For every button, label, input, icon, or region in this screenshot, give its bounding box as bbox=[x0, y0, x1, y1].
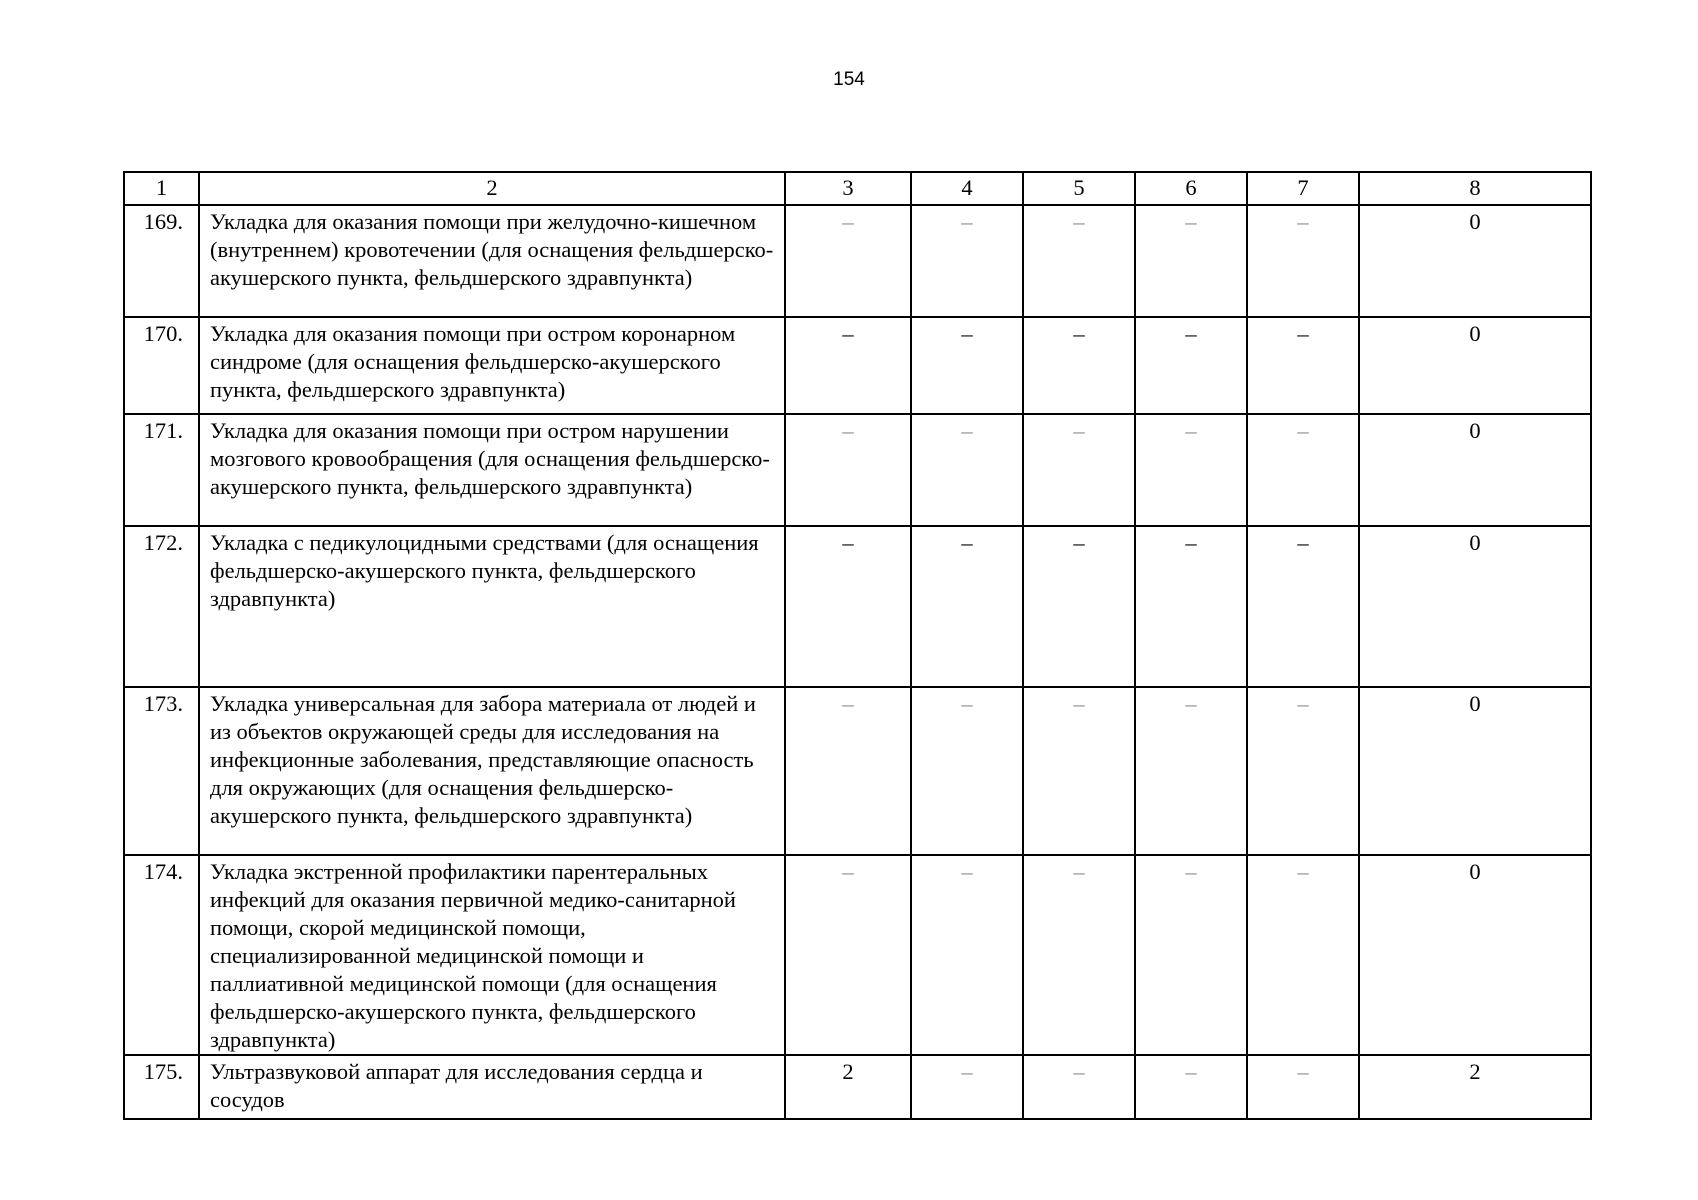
cell-col-8: 0 bbox=[1359, 855, 1591, 1055]
column-header: 8 bbox=[1359, 172, 1591, 205]
column-header: 6 bbox=[1135, 172, 1247, 205]
item-name: Ультразвуковой аппарат для исследования сердца и сосудов bbox=[199, 1055, 785, 1119]
cell-col-6: – bbox=[1135, 855, 1247, 1055]
cell-col-4: – bbox=[911, 1055, 1023, 1119]
cell-col-5: – bbox=[1023, 855, 1135, 1055]
column-header: 4 bbox=[911, 172, 1023, 205]
row-number: 170. bbox=[124, 317, 199, 414]
row-number: 175. bbox=[124, 1055, 199, 1119]
cell-col-4: – bbox=[911, 687, 1023, 855]
table-row bbox=[124, 317, 1591, 414]
cell-col-6: – bbox=[1135, 205, 1247, 317]
cell-col-4: – bbox=[911, 317, 1023, 414]
cell-col-5: – bbox=[1023, 526, 1135, 687]
cell-col-4: – bbox=[911, 414, 1023, 526]
cell-col-5: – bbox=[1023, 687, 1135, 855]
cell-col-6: – bbox=[1135, 317, 1247, 414]
column-header: 5 bbox=[1023, 172, 1135, 205]
cell-col-8: 2 bbox=[1359, 1055, 1591, 1119]
column-header: 3 bbox=[785, 172, 911, 205]
column-header: 2 bbox=[199, 172, 785, 205]
cell-col-5: – bbox=[1023, 205, 1135, 317]
table-row bbox=[124, 205, 1591, 317]
table-row bbox=[124, 855, 1591, 1055]
column-header: 7 bbox=[1247, 172, 1359, 205]
cell-col-3: – bbox=[785, 317, 911, 414]
item-name: Укладка экстренной профилактики парентеральных инфекций для оказания первичной медико-санитарной помощи, скорой медицинской помощи, специализированной медицинской помощи и паллиативной медицинской помощи (для оснащения фельдшерско-акушерского пункта, фельдшерского здравпункта) bbox=[199, 855, 785, 1055]
row-number: 172. bbox=[124, 526, 199, 687]
cell-col-3: – bbox=[785, 687, 911, 855]
row-number: 173. bbox=[124, 687, 199, 855]
cell-col-7: – bbox=[1247, 687, 1359, 855]
cell-col-8: 0 bbox=[1359, 526, 1591, 687]
item-name: Укладка для оказания помощи при остром коронарном синдроме (для оснащения фельдшерско-акушерского пункта, фельдшерского здравпункта) bbox=[199, 317, 785, 414]
cell-col-5: – bbox=[1023, 1055, 1135, 1119]
item-name: Укладка с педикулоцидными средствами (для оснащения фельдшерско-акушерского пункта, фельдшерского здравпункта) bbox=[199, 526, 785, 687]
cell-col-7: – bbox=[1247, 414, 1359, 526]
item-name: Укладка для оказания помощи при остром нарушении мозгового кровообращения (для оснащения фельдшерско-акушерского пункта, фельдшерского здравпункта) bbox=[199, 414, 785, 526]
cell-col-8: 0 bbox=[1359, 205, 1591, 317]
page-number: 154 bbox=[833, 69, 865, 90]
cell-col-7: – bbox=[1247, 317, 1359, 414]
cell-col-4: – bbox=[911, 526, 1023, 687]
table-header-row bbox=[124, 172, 1591, 205]
equipment-table bbox=[123, 171, 1592, 1120]
cell-col-7: – bbox=[1247, 855, 1359, 1055]
cell-col-4: – bbox=[911, 855, 1023, 1055]
cell-col-8: 0 bbox=[1359, 687, 1591, 855]
cell-col-6: – bbox=[1135, 526, 1247, 687]
cell-col-7: – bbox=[1247, 526, 1359, 687]
cell-col-8: 0 bbox=[1359, 317, 1591, 414]
cell-col-8: 0 bbox=[1359, 414, 1591, 526]
row-number: 169. bbox=[124, 205, 199, 317]
row-number: 174. bbox=[124, 855, 199, 1055]
cell-col-6: – bbox=[1135, 1055, 1247, 1119]
table-row bbox=[124, 526, 1591, 687]
item-name: Укладка для оказания помощи при желудочно-кишечном (внутреннем) кровотечении (для оснащения фельдшерско-акушерского пункта, фельдшерского здравпункта) bbox=[199, 205, 785, 317]
cell-col-4: – bbox=[911, 205, 1023, 317]
cell-col-5: – bbox=[1023, 414, 1135, 526]
cell-col-6: – bbox=[1135, 414, 1247, 526]
cell-col-5: – bbox=[1023, 317, 1135, 414]
table-row bbox=[124, 687, 1591, 855]
cell-col-7: – bbox=[1247, 205, 1359, 317]
column-header: 1 bbox=[124, 172, 199, 205]
item-name: Укладка универсальная для забора материала от людей и из объектов окружающей среды для исследования на инфекционные заболевания, представляющие опасность для окружающих (для оснащения фельдшерско-акушерского пункта, фельдшерского здравпункта) bbox=[199, 687, 785, 855]
cell-col-3: – bbox=[785, 414, 911, 526]
cell-col-6: – bbox=[1135, 687, 1247, 855]
cell-col-3: – bbox=[785, 526, 911, 687]
table-row bbox=[124, 414, 1591, 526]
table-row bbox=[124, 1055, 1591, 1119]
cell-col-3: 2 bbox=[785, 1055, 911, 1119]
cell-col-7: – bbox=[1247, 1055, 1359, 1119]
cell-col-3: – bbox=[785, 205, 911, 317]
row-number: 171. bbox=[124, 414, 199, 526]
cell-col-3: – bbox=[785, 855, 911, 1055]
